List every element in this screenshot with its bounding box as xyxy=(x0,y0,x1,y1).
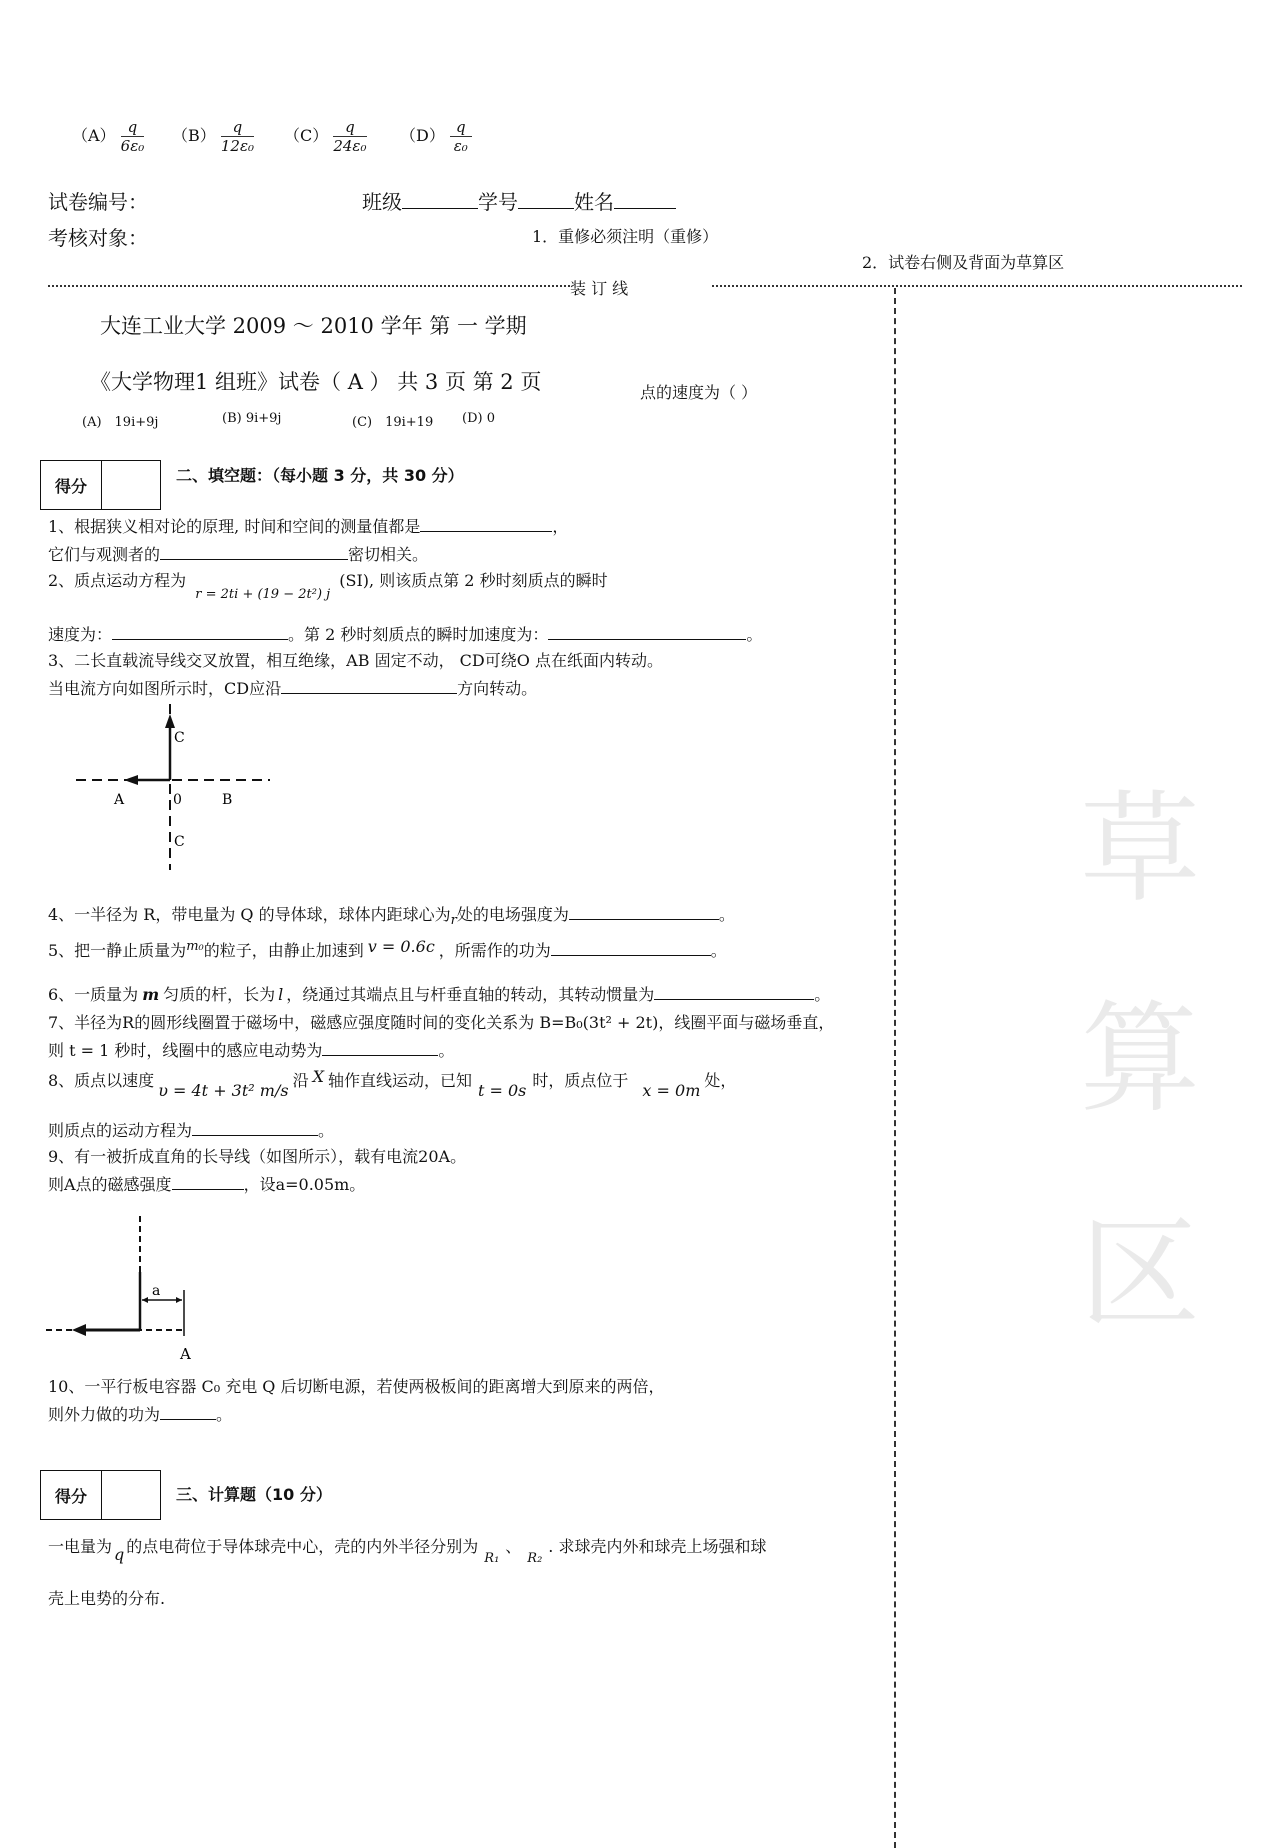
choice-mid-a: (A) 19i+9j xyxy=(82,415,159,430)
section3-title: 三、计算题（10 分） xyxy=(176,1485,332,1504)
q10-blank[interactable] xyxy=(160,1403,216,1420)
note-retake: 1．重修必须注明（重修） xyxy=(532,227,719,246)
q7-blank[interactable] xyxy=(322,1039,438,1056)
problem-text-line2: 壳上电势的分布. xyxy=(48,1589,166,1608)
question-7-line2: 则 t = 1 秒时，线圈中的感应电动势为 。 xyxy=(48,1041,455,1060)
question-9-line1: 9、有一被折成直角的长导线（如图所示），载有电流20A。 xyxy=(48,1147,467,1166)
binding-dotted-line-left xyxy=(48,285,570,287)
score-box-section2 xyxy=(40,460,161,510)
arrowhead-ab xyxy=(124,775,138,785)
question-2-line2: 速度为： 。第 2 秒时刻质点的瞬时加速度为： 。 xyxy=(48,625,763,644)
label-point-a: A xyxy=(180,1345,191,1362)
draft-char-3: 区 xyxy=(1080,1205,1200,1344)
q1-blank-1[interactable] xyxy=(420,515,552,532)
exam-number-label: 试卷编号： xyxy=(48,190,148,214)
choices-top-b xyxy=(172,118,254,155)
class-blank[interactable] xyxy=(402,192,478,209)
vertical-dashed-divider xyxy=(894,288,896,1848)
label-a-dimension: a xyxy=(152,1283,161,1299)
choice-d-label: （D） xyxy=(400,126,445,145)
choices-top xyxy=(72,118,144,155)
question-8-line1: 8、质点以速度υ = 4t + 3t² m/s沿 X 轴作直线运动，已知t = 0s时，质点位于x = 0m处， xyxy=(48,1067,737,1100)
choice-mid-c: (C) 19i+19 xyxy=(352,415,434,430)
student-no-blank[interactable] xyxy=(518,192,574,209)
question-3-line2: 当电流方向如图所示时，CD应沿 方向转动。 xyxy=(48,679,538,698)
choice-b-fraction: $\frac{q}{\text{12ε₀}}$ xyxy=(220,118,255,155)
name-label: 姓名 xyxy=(574,190,614,214)
student-no-label: 学号 xyxy=(478,190,518,214)
question-4: 4、一半径为 R，带电量为 Q 的导体球，球体内距球心为$_r$处的电场强度为 。 xyxy=(48,905,735,928)
choice-a-label: （A） xyxy=(72,126,116,145)
q9-blank[interactable] xyxy=(172,1173,244,1190)
question-5: 5、把一静止质量为$^{m_0}$的粒子，由静止加速到 v = 0.6c ，所需作的功为 。 xyxy=(48,937,727,960)
q6-blank[interactable] xyxy=(654,983,814,1000)
label-c-top: C xyxy=(174,730,185,746)
score-value-cell[interactable] xyxy=(102,461,160,509)
student-info-line xyxy=(362,186,676,215)
q3-blank[interactable] xyxy=(281,677,457,694)
choice-d-fraction: $\frac{q}{\text{ε₀}}$ xyxy=(450,118,472,155)
question-9-line2: 则A点的磁感强度 ，设a=0.05m。 xyxy=(48,1175,366,1194)
choice-mid-b: (B) 9i+9j xyxy=(222,411,282,426)
score-box-section3 xyxy=(40,1470,161,1520)
label-a: A xyxy=(114,792,125,808)
label-o: 0 xyxy=(173,792,182,808)
target-label: 考核对象： xyxy=(48,226,148,250)
q1-blank-2[interactable] xyxy=(160,543,348,560)
binding-line-label: 装 订 线 xyxy=(570,279,629,298)
q2-blank-velocity[interactable] xyxy=(112,623,288,640)
section2-title: 二、填空题：（每小题 3 分，共 30 分） xyxy=(176,466,464,485)
choices-top-c xyxy=(284,118,367,155)
exam-title-line1: 大连工业大学 2009 ～ 2010 学年 第 一 学期 xyxy=(100,314,527,338)
q4-blank[interactable] xyxy=(569,903,719,920)
choice-c-fraction: $\frac{q}{\text{24ε₀}}$ xyxy=(333,118,367,155)
choices-top-d xyxy=(400,118,472,155)
current-arrowhead xyxy=(72,1324,86,1336)
choice-c-label: （C） xyxy=(284,126,329,145)
question-2-line1: 2、质点运动方程为 r = 2ti + (19 − 2t²) j (SI), 则该质点第 2 秒时刻质点的瞬时 xyxy=(48,571,608,602)
label-c-bottom: C xyxy=(174,834,185,850)
question-10-line2: 则外力做的功为 。 xyxy=(48,1405,233,1424)
q5-blank[interactable] xyxy=(551,939,711,956)
question-3-line1: 3、二长直载流导线交叉放置，相互绝缘，AB 固定不动， CD可绕O 点在纸面内转动。 xyxy=(48,651,663,670)
draft-char-1: 草 xyxy=(1080,780,1200,919)
class-label: 班级 xyxy=(362,190,402,214)
question-10-line1: 10、一平行板电容器 C₀ 充电 Q 后切断电源，若使两极板间的距离增大到原来的两倍， xyxy=(48,1377,665,1396)
note-draft-area: 2．试卷右侧及背面为草算区 xyxy=(862,253,1065,272)
problem-text-line1: 一电量为 q 的点电荷位于导体球壳中心，壳的内外半径分别为$_{R_1}$、$_{R_2}$. 求球壳内外和球壳上场强和球 xyxy=(48,1537,767,1566)
question-8-line2: 则质点的运动方程为 。 xyxy=(48,1121,335,1140)
dimension-arrow-right xyxy=(176,1297,182,1303)
q8-blank[interactable] xyxy=(192,1119,318,1136)
binding-dotted-line-right xyxy=(712,285,1242,287)
name-blank[interactable] xyxy=(614,192,676,209)
choice-a-fraction: $\frac{q}{\text{6ε₀}}$ xyxy=(120,118,145,155)
score-label-3: 得分 xyxy=(41,1471,102,1519)
dimension-arrow-left xyxy=(142,1297,148,1303)
draft-char-2: 算 xyxy=(1080,990,1200,1129)
q2-equation: r = 2ti + (19 − 2t²) j xyxy=(195,587,331,602)
exam-title-line2: 《大学物理1 组班》试卷（ A ） 共 3 页 第 2 页 xyxy=(90,370,542,394)
arrowhead-cd xyxy=(165,714,175,728)
score-value-cell-3[interactable] xyxy=(102,1471,160,1519)
choice-mid-d: (D) 0 xyxy=(462,411,495,426)
question-7-line1: 7、半径为R的圆形线圈置于磁场中，磁感应强度随时间的变化关系为 B=B₀(3t² + 2t)，线圈平面与磁场垂直， xyxy=(48,1013,835,1032)
q2-blank-acceleration[interactable] xyxy=(548,623,746,640)
label-b: B xyxy=(222,792,233,808)
speed-question-tail: 点的速度为（ ） xyxy=(640,383,758,402)
question-6: 6、一质量为 m 匀质的杆，长为 l ，绕通过其端点且与杆垂直轴的转动，其转动惯量为 。 xyxy=(48,985,831,1004)
question-1-line1: 1、根据狭义相对论的原理, 时间和空间的测量值都是 ， xyxy=(48,517,569,536)
figure-crossed-wires xyxy=(70,700,290,870)
figure-bent-wire xyxy=(44,1212,204,1362)
score-label: 得分 xyxy=(41,461,102,509)
question-1-line2: 它们与观测者的 密切相关。 xyxy=(48,545,429,564)
choice-b-label: （B） xyxy=(172,126,216,145)
